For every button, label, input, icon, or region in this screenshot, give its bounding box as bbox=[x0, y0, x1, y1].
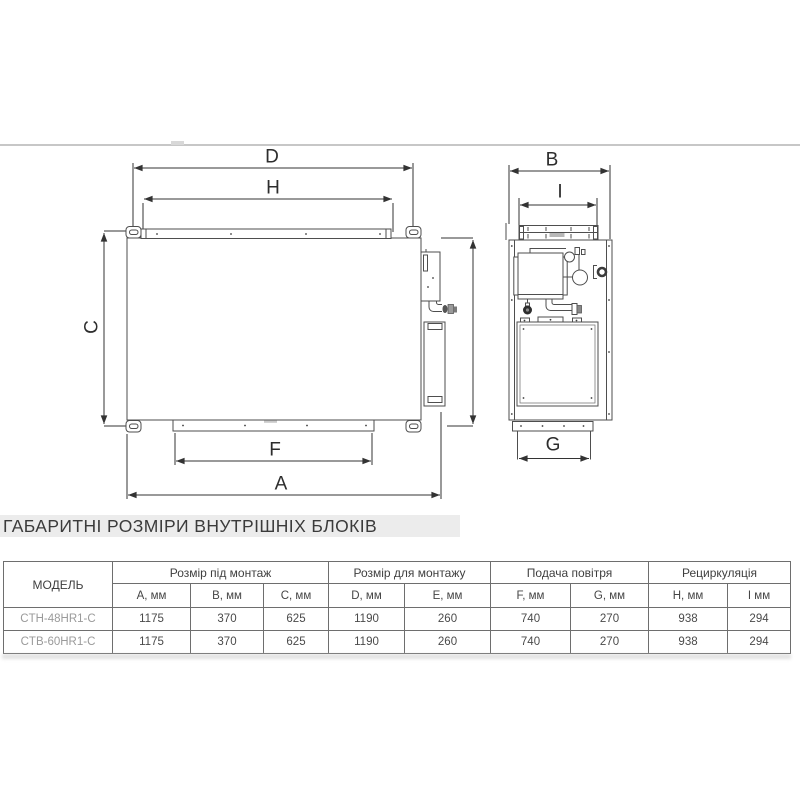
dim-label-c: C bbox=[81, 320, 103, 334]
dim-label-i: I bbox=[557, 181, 563, 203]
table-cell: 1175 bbox=[113, 608, 191, 631]
table-cell: 294 bbox=[728, 608, 791, 631]
table-cell: 260 bbox=[405, 608, 491, 631]
louver-grille bbox=[506, 223, 598, 240]
table-cell: 625 bbox=[264, 631, 329, 654]
electrical-box bbox=[421, 249, 440, 301]
dimension-line-c bbox=[82, 231, 127, 426]
dimension-line-f bbox=[175, 433, 372, 465]
table-cell: 740 bbox=[491, 608, 571, 631]
group-header-air-supply: Подача повітря bbox=[491, 562, 649, 584]
column-header-e: E, мм bbox=[405, 584, 491, 608]
dim-label-g: G bbox=[545, 434, 561, 456]
dimension-line-right bbox=[441, 238, 473, 426]
table-cell: 270 bbox=[571, 631, 649, 654]
fan-box bbox=[514, 253, 567, 299]
dimension-line-h bbox=[143, 178, 393, 233]
table-row bbox=[4, 631, 791, 654]
mounting-tab bbox=[126, 421, 141, 433]
column-header-g: G, мм bbox=[571, 584, 649, 608]
pipe-elbow bbox=[429, 301, 457, 314]
dimension-diagram bbox=[0, 140, 800, 512]
dim-label-f: F bbox=[269, 439, 281, 461]
table-cell: 740 bbox=[491, 631, 571, 654]
side-plate bbox=[424, 322, 445, 406]
side-bottom-flange bbox=[513, 422, 594, 432]
front-view-drawing bbox=[82, 147, 474, 500]
coil-box bbox=[517, 317, 598, 406]
dim-label-h: H bbox=[266, 177, 280, 199]
dimension-line-i bbox=[519, 182, 597, 226]
dim-label-b: B bbox=[545, 149, 559, 171]
front-top-rail bbox=[141, 229, 391, 239]
model-cell: CTB-60HR1-C bbox=[4, 631, 113, 654]
dimension-line-g bbox=[518, 431, 591, 460]
group-header-recirculation: Рециркуляція bbox=[649, 562, 791, 584]
front-bottom-rail bbox=[173, 420, 374, 431]
bottom-artifact bbox=[2, 654, 791, 659]
side-view-drawing bbox=[506, 150, 612, 460]
group-header-install-size: Розмір для монтажу bbox=[329, 562, 491, 584]
table-cell: 938 bbox=[649, 631, 728, 654]
column-header-i: I мм bbox=[728, 584, 791, 608]
table-cell: 270 bbox=[571, 608, 649, 631]
table-cell: 294 bbox=[728, 631, 791, 654]
dim-label-a: A bbox=[274, 473, 288, 495]
column-header-d: D, мм bbox=[329, 584, 405, 608]
mounting-tab bbox=[406, 227, 421, 239]
table-cell: 1190 bbox=[329, 631, 405, 654]
dimensions-table bbox=[3, 561, 791, 654]
table-cell: 1175 bbox=[113, 631, 191, 654]
front-body bbox=[127, 238, 421, 420]
table-row bbox=[4, 608, 791, 631]
column-header-c: C, мм bbox=[264, 584, 329, 608]
column-header-b: B, мм bbox=[191, 584, 264, 608]
table-cell: 625 bbox=[264, 608, 329, 631]
model-cell: CTH-48HR1-C bbox=[4, 608, 113, 631]
table-cell: 370 bbox=[191, 631, 264, 654]
mounting-tab bbox=[406, 421, 421, 433]
table-cell: 260 bbox=[405, 631, 491, 654]
table-cell: 1190 bbox=[329, 608, 405, 631]
group-header-mount-size: Розмір під монтаж bbox=[113, 562, 329, 584]
section-title: ГАБАРИТНІ РОЗМІРИ ВНУТРІШНІХ БЛОКІВ bbox=[0, 515, 460, 537]
dim-label-d: D bbox=[265, 146, 279, 168]
table-cell: 370 bbox=[191, 608, 264, 631]
table-cell: 938 bbox=[649, 608, 728, 631]
mounting-tab bbox=[126, 227, 141, 239]
model-column-header: МОДЕЛЬ bbox=[4, 562, 113, 608]
column-header-a: A, мм bbox=[113, 584, 191, 608]
column-header-h: H, мм bbox=[649, 584, 728, 608]
column-header-f: F, мм bbox=[491, 584, 571, 608]
